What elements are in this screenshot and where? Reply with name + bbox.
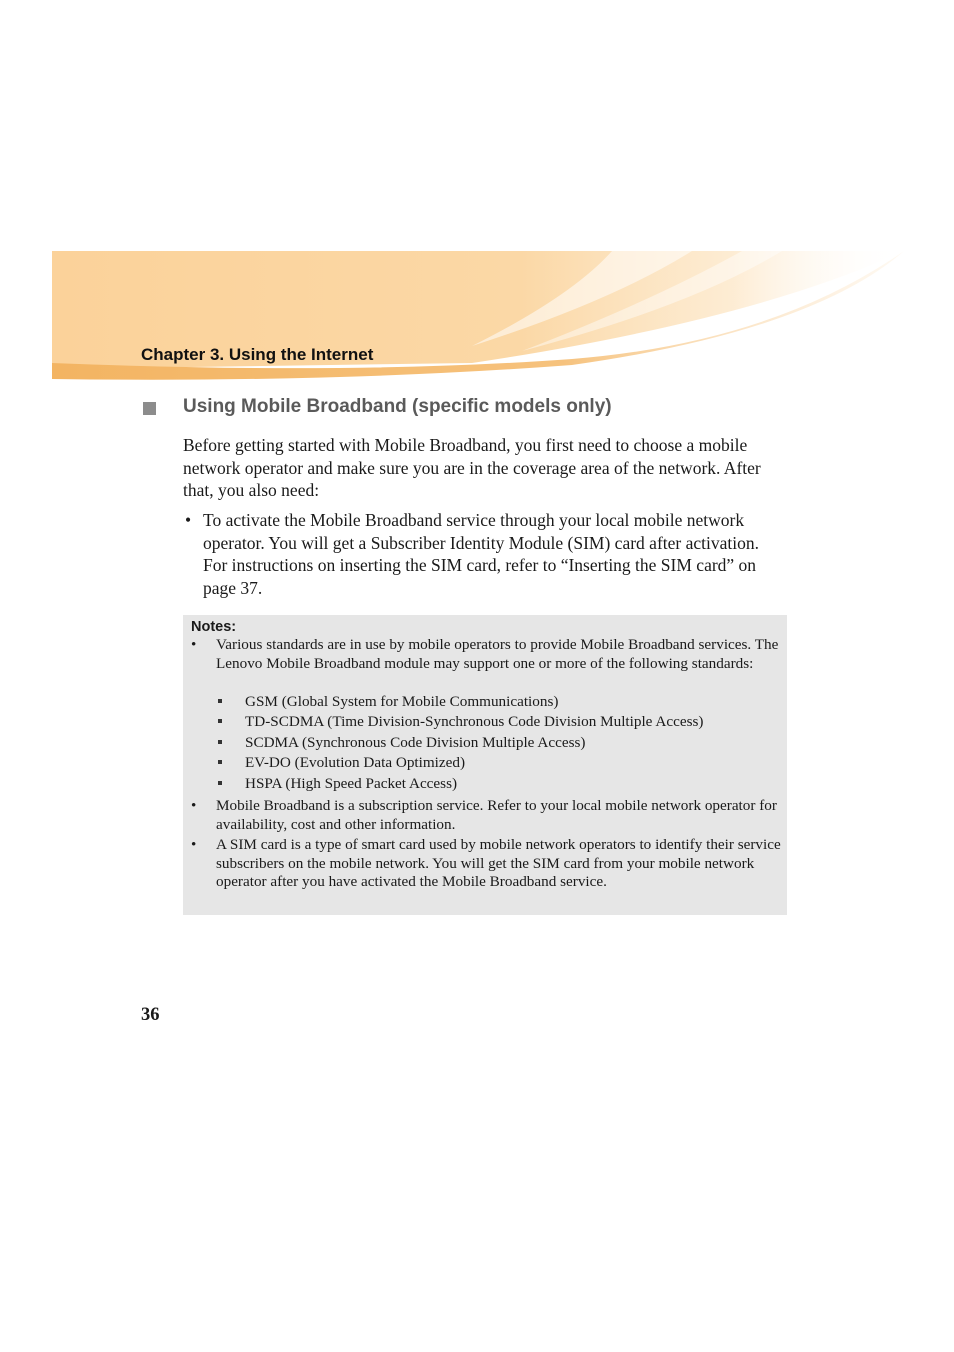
bullet-dot-icon: • [191,636,197,653]
section-title: Using Mobile Broadband (specific models only) [183,396,612,417]
square-bullet-icon [218,760,222,764]
standard-text: EV-DO (Evolution Data Optimized) [245,754,466,771]
standard-item [183,775,787,794]
note-text: Various standards are in use by mobile operators to provide Mobile Broadband services. The Lenovo Mobile Broadband module may support one or more of the following standards: [216,636,779,672]
standard-text: SCDMA (Synchronous Code Division Multiple Access) [245,734,586,751]
bullet-dot-icon: • [191,797,197,814]
notes-box [183,615,787,915]
standard-text: TD-SCDMA (Time Division-Synchronous Code Division Multiple Access) [245,713,704,730]
intro-paragraph: Before getting started with Mobile Broadband, you first need to choose a mobile network operator and make sure you are in the coverage area of the network. After that, you also need: [183,435,761,501]
note-text: A SIM card is a type of smart card used by mobile network operators to identify their service subscribers on the mobile network. You will get the SIM card from your mobile network operator after you have activated the Mobile Broadband service. [216,836,781,891]
standard-item [183,754,787,773]
standard-item [183,693,787,712]
list-item-text: To activate the Mobile Broadband service through your local mobile network operator. You will get a Subscriber Identity Module (SIM) card after activation. For instructions on inserting the SIM card, refer to “Inserting the SIM card” on page 37. [203,510,759,598]
bullet-dot-icon: • [185,510,192,530]
note-text: Mobile Broadband is a subscription service. Refer to your local mobile network operator for availability, cost and other information. [216,797,777,833]
chapter-title: Chapter 3. Using the Internet [141,345,374,364]
note-item [183,836,787,892]
standard-text: GSM (Global System for Mobile Communications) [245,693,559,710]
standard-text: HSPA (High Speed Packet Access) [245,775,458,792]
page-number: 36 [141,1005,160,1025]
standard-item [183,734,787,753]
square-bullet-icon [218,740,222,744]
notes-heading: Notes: [191,619,237,635]
square-bullet-icon [218,781,222,785]
square-bullet-icon [218,699,222,703]
list-item [183,509,783,599]
square-bullet-icon [218,719,222,723]
section-square-icon [143,402,156,415]
note-item [183,797,787,834]
bullet-dot-icon: • [191,836,197,853]
note-item [183,636,787,673]
standard-item [183,713,787,732]
